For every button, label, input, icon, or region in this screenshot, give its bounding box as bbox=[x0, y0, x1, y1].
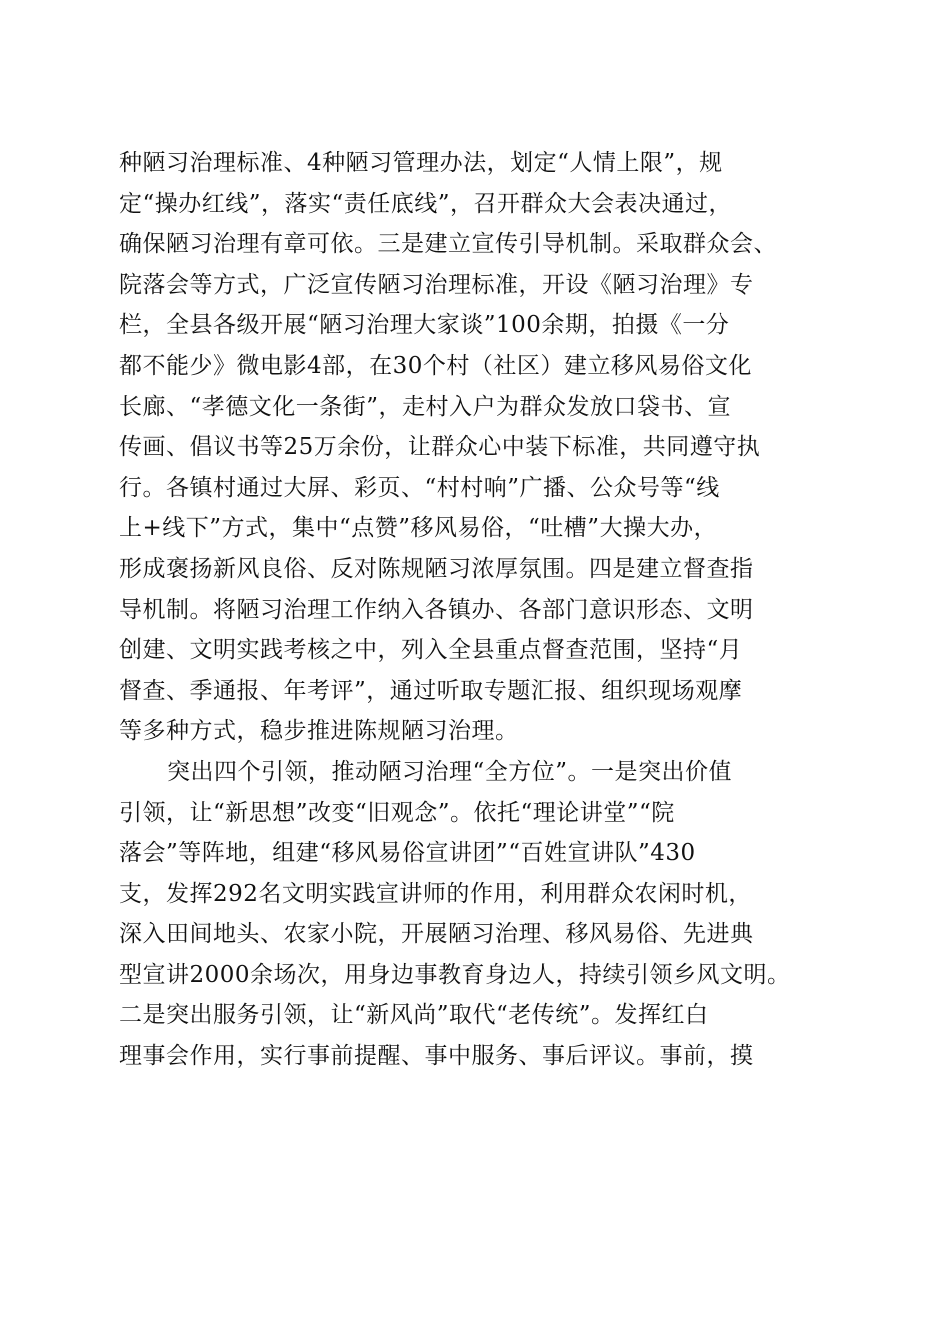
text-line: 导机制。将陋习治理工作纳入各镇办、各部门意识形态、文明 bbox=[119, 596, 754, 623]
text-line: 形成褒扬新风良俗、反对陈规陋习浓厚氛围。四是建立督查指 bbox=[119, 555, 754, 582]
body-text bbox=[119, 143, 839, 1077]
text-line: 确保陋习治理有章可依。三是建立宣传引导机制。采取群众会、 bbox=[119, 231, 777, 258]
text-line: 督查、季通报、年考评”，通过听取专题汇报、组织现场观摩 bbox=[119, 677, 743, 704]
text-line: 落会”等阵地，组建“移风易俗宣讲团”“百姓宣讲队”430 bbox=[119, 840, 696, 867]
text-line: 支，发挥292名文明实践宣讲师的作用，利用群众农闲时机， bbox=[119, 880, 752, 907]
paragraph-start-line: 突出四个引领，推动陋习治理“全方位”。一是突出价值 bbox=[167, 758, 733, 785]
text-line: 长廊、“孝德文化一条街”，走村入户为群众发放口袋书、宣 bbox=[119, 393, 732, 420]
text-line: 传画、倡议书等25万余份，让群众心中装下标准，共同遵守执 bbox=[119, 434, 761, 461]
text-line: 行。各镇村通过大屏、彩页、“村村响”广播、公众号等“线 bbox=[119, 474, 720, 501]
text-line: 栏，全县各级开展“陋习治理大家谈”100余期，拍摄《一分 bbox=[119, 312, 730, 339]
text-line: 深入田间地头、农家小院，开展陋习治理、移风易俗、先进典 bbox=[119, 921, 754, 948]
text-line: 理事会作用，实行事前提醒、事中服务、事后评议。事前，摸 bbox=[119, 1043, 754, 1070]
text-line: 都不能少》微电影4部，在30个村（社区）建立移风易俗文化 bbox=[119, 352, 752, 379]
text-line: 型宣讲2000余场次，用身边事教育身边人，持续引领乡风文明。 bbox=[119, 961, 791, 988]
text-line: 上+线下”方式，集中“点赞”移风易俗，“吐槽”大操大办， bbox=[119, 515, 718, 542]
text-line: 引领，让“新思想”改变“旧观念”。依托“理论讲堂”“院 bbox=[119, 799, 675, 826]
text-line: 等多种方式，稳步推进陈规陋习治理。 bbox=[119, 718, 519, 745]
text-line: 院落会等方式，广泛宣传陋习治理标准，开设《陋习治理》专 bbox=[119, 271, 754, 298]
text-line: 定“操办红线”，落实“责任底线”，召开群众大会表决通过， bbox=[119, 190, 733, 217]
text-line: 种陋习治理标准、4种陋习管理办法，划定“人情上限”，规 bbox=[119, 150, 723, 176]
text-line: 创建、文明实践考核之中，列入全县重点督查范围，坚持“月 bbox=[119, 637, 743, 664]
text-line: 二是突出服务引领，让“新风尚”取代“老传统”。发挥红白 bbox=[119, 1002, 709, 1029]
